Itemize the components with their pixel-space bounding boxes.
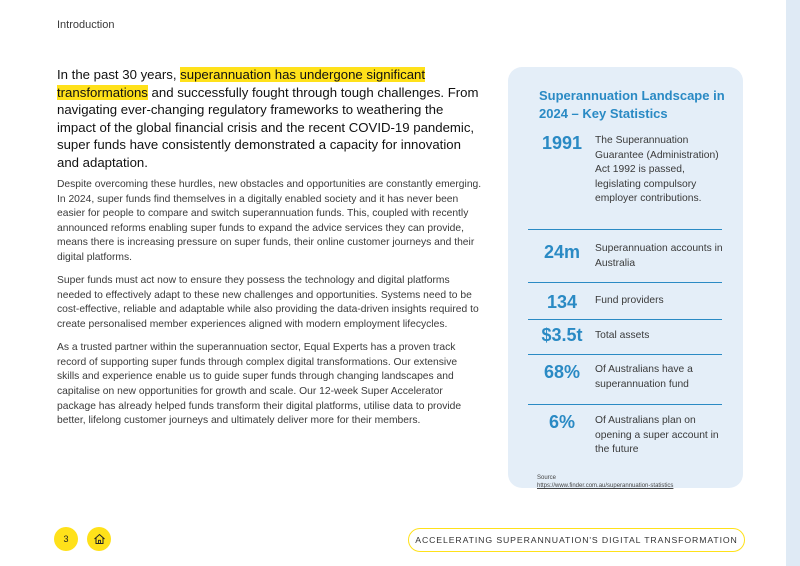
stat-value: 24m xyxy=(543,242,581,262)
page-edge-strip xyxy=(786,0,800,566)
source-link[interactable]: https://www.finder.com.au/superannuation-statistics xyxy=(537,483,674,489)
stat-divider xyxy=(528,319,722,320)
stat-divider xyxy=(528,282,722,283)
lead-text-before: In the past 30 years, xyxy=(57,67,181,82)
stat-value: 134 xyxy=(546,292,578,312)
lead-highlight: superannuation has undergone significant transformations xyxy=(57,67,426,100)
body-paragraph: As a trusted partner within the superannuation sector, Equal Experts has a proven track record of supporting super funds through complex digital transformations. Our extensive skills and experience enable us to guide super funds through changing landscapes and capitalise on new opportunities for growth and scale. Our 12-week Super Accelerator package has already helped funds transform their digital platforms, utilise data to provide better, lifelong customer journeys and ultimately deliver more for their members. xyxy=(57,342,462,427)
key-statistics-panel xyxy=(508,67,743,488)
stat-description: Total assets xyxy=(595,330,650,341)
page-number: 3 xyxy=(54,527,78,551)
lead-paragraph xyxy=(57,66,482,172)
stat-value: $3.5t xyxy=(541,325,583,345)
body-paragraph: Despite overcoming these hurdles, new obstacles and opportunities are constantly emerging. In 2024, super funds find themselves in a digitally enabled society and it has never been easier for people to compare and switch superannuation funds. This, coupled with recently announced reforms enabling super funds to expand the advice services they can provide, means there is increasing pressure on super funds, their online customer journeys and their digital platforms. xyxy=(57,179,482,263)
home-button[interactable] xyxy=(87,527,111,551)
stats-source xyxy=(537,474,673,490)
lead-text-after: and successfully fought through tough challenges. From navigating ever-changing regulatory frameworks to weathering the impact of the global financial crisis and the recent COVID-19 pandemic, super funds have consistently demonstrated a capacity for innovation and adaptation. xyxy=(57,84,479,170)
stat-description: The Superannuation Guarantee (Administration) Act 1992 is passed, legislating compulsory employer contributions. xyxy=(595,135,719,205)
section-label: Introduction xyxy=(57,19,115,31)
stat-divider xyxy=(528,404,722,405)
stats-title: Superannuation Landscape in 2024 – Key Statistics xyxy=(539,88,725,121)
stat-description: Superannuation accounts in Australia xyxy=(595,243,723,269)
home-icon xyxy=(93,533,106,545)
body-text xyxy=(57,178,482,437)
stat-description: Of Australians plan on opening a super account in the future xyxy=(595,415,719,456)
stat-value: 1991 xyxy=(541,133,583,153)
stat-description: Of Australians have a superannuation fund xyxy=(595,364,693,390)
body-paragraph: Super funds must act now to ensure they possess the technology and digital platforms needed to effectively adapt to these new challenges and opportunities. Systems need to be cost-effective, reliable and adaptable while also providing the data-driven insights required to create personalised member experiences aligned with modern employment lifecycles. xyxy=(57,275,479,330)
footer-document-title: ACCELERATING SUPERANNUATION'S DIGITAL TRANSFORMATION xyxy=(408,528,745,552)
stat-value: 6% xyxy=(548,412,575,432)
stat-description: Fund providers xyxy=(595,295,664,306)
source-label: Source xyxy=(537,475,557,481)
stat-divider xyxy=(528,354,722,355)
stat-value: 68% xyxy=(543,362,581,382)
stat-divider xyxy=(528,229,722,230)
